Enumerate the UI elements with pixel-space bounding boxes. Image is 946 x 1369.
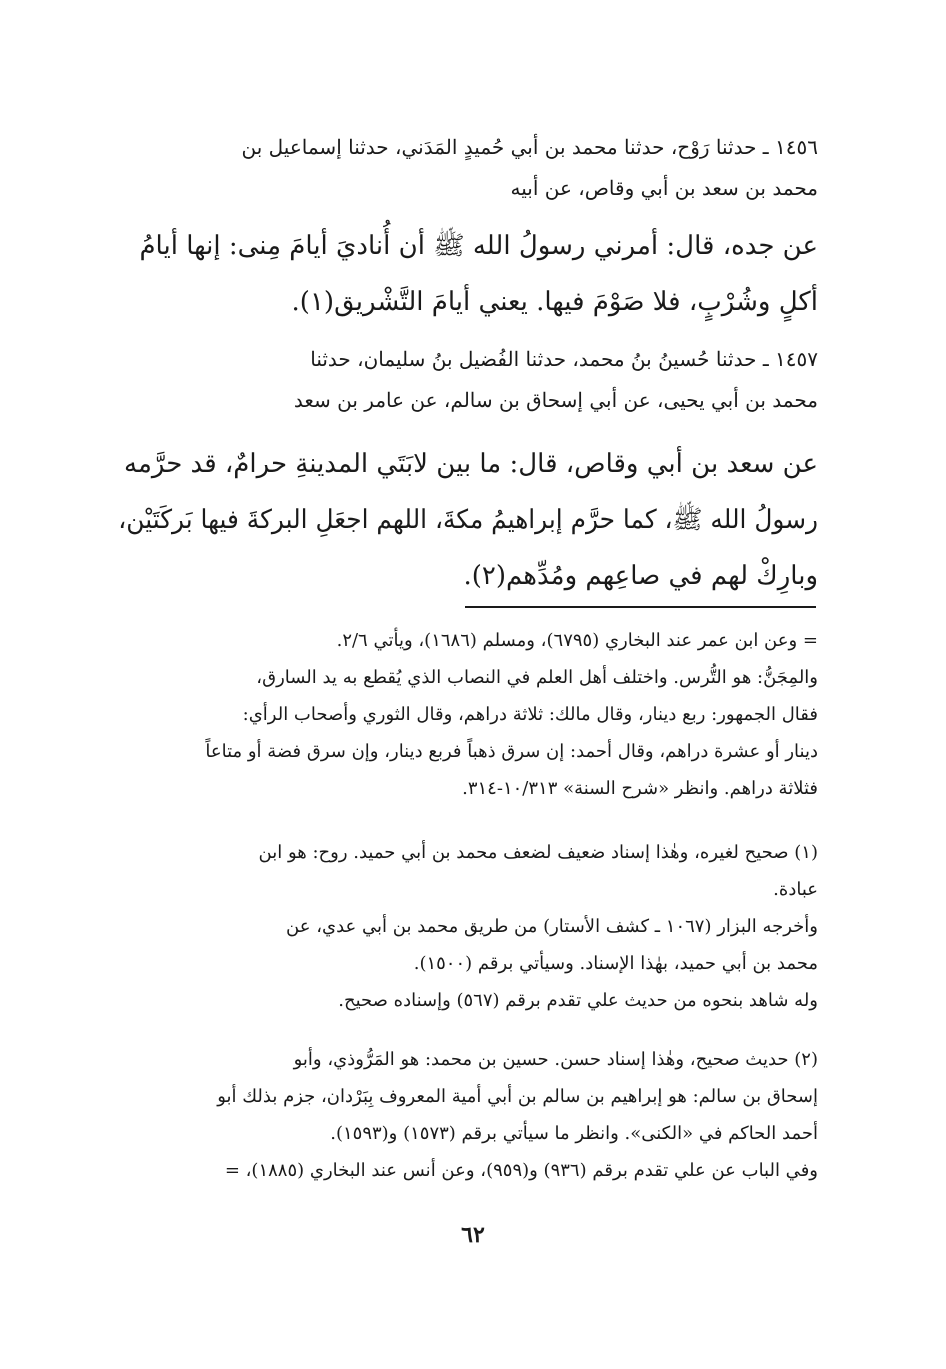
page-number: ٦٢ bbox=[461, 1222, 485, 1248]
text-line: وفي الباب عن علي تقدم برقم (٩٣٦) و(٩٥٩)، وعن أنس عند البخاري (١٨٨٥)، = bbox=[224, 1160, 818, 1181]
text-line: وأخرجه البزار (١٠٦٧ ـ كشف الأستار) من طريق محمد بن أبي عدي، عن bbox=[286, 916, 818, 937]
text-line: وبارِكْ لهم في صاعِهم ومُدِّهم(٢). bbox=[463, 561, 818, 591]
footnote-separator bbox=[465, 606, 816, 608]
text-line: محمد بن سعد بن أبي وقاص، عن أبيه bbox=[510, 176, 818, 200]
text-line: محمد بن أبي يحيى، عن أبي إسحاق بن سالم، عن عامر بن سعد bbox=[293, 388, 818, 412]
footnote-continued bbox=[118, 622, 818, 807]
text-line: عن جده، قال: أمرني رسولُ الله ﷺ أن أُناديَ أيامَ مِنى: إنها أيامُ bbox=[139, 231, 818, 261]
hadith-1457-matn bbox=[118, 436, 818, 604]
text-line: (٢) حديث صحيح، وهٰذا إسناد حسن. حسين بن محمد: هو المَرُّوذي، وأبو bbox=[293, 1049, 818, 1070]
text-line: وله شاهد بنحوه من حديث علي تقدم برقم (٥٦٧) وإسناده صحيح. bbox=[338, 990, 818, 1011]
footnote-2 bbox=[118, 1041, 818, 1189]
text-line: فقال الجمهور: ربع دينار، وقال مالك: ثلاثة دراهم، وقال الثوري وأصحاب الرأي: bbox=[242, 704, 818, 725]
footnote-1 bbox=[118, 834, 818, 1019]
hadith-1456-matn bbox=[118, 218, 818, 330]
text-line: = وعن ابن عمر عند البخاري (٦٧٩٥)، ومسلم (١٦٨٦)، ويأتي ٢/٦. bbox=[336, 630, 818, 651]
text-line: والمِجَنُّ: هو التُّرس. واختلف أهل العلم في النصاب الذي يُقطع به يد السارق، bbox=[256, 667, 818, 688]
text-line: ١٤٥٧ ـ حدثنا حُسينُ بنُ محمد، حدثنا الفُضيل بنُ سليمان، حدثنا bbox=[310, 347, 818, 371]
text-line: رسولُ الله ﷺ، كما حرَّم إبراهيمُ مكةَ، اللهم اجعَلِ البركةَ فيها بَركَتَيْن، bbox=[118, 505, 819, 535]
text-line: عن سعد بن أبي وقاص، قال: ما بين لابَتَي المدينةِ حرامٌ، قد حرَّمه bbox=[124, 449, 818, 479]
text-line: دينار أو عشرة دراهم، وقال أحمد: إن سرق ذهباً فربع دينار، وإن سرق فضة أو متاعاً bbox=[205, 741, 818, 762]
hadith-1456-sanad bbox=[118, 127, 818, 209]
text-line: أحمد الحاكم في «الكنى». وانظر ما سيأتي برقم (١٥٧٣) و(١٥٩٣). bbox=[330, 1123, 818, 1144]
text-line: (١) صحيح لغيره، وهٰذا إسناد ضعيف لضعف محمد بن أبي حميد. روح: هو ابن bbox=[258, 842, 818, 863]
text-line: إسحاق بن سالم: هو إبراهيم بن سالم بن أبي أمية المعروف بِبَرْدان، جزم بذلك أبو bbox=[217, 1086, 818, 1107]
text-line: أكلٍ وشُرْبٍ، فلا صَوْمَ فيها. يعني أيامَ التَّشْريق(١). bbox=[291, 287, 818, 317]
text-line: محمد بن أبي حميد، بهٰذا الإسناد. وسيأتي برقم (١٥٠٠). bbox=[413, 953, 818, 974]
text-line: ١٤٥٦ ـ حدثنا رَوْح، حدثنا محمد بن أبي حُميدٍ المَدَني، حدثنا إسماعيل بن bbox=[241, 135, 818, 159]
hadith-1457-sanad bbox=[118, 339, 818, 421]
text-line: فثلاثة دراهم. وانظر «شرح السنة» ١٠/٣١٣-٣١٤. bbox=[462, 778, 818, 799]
text-line: عبادة. bbox=[773, 879, 818, 900]
